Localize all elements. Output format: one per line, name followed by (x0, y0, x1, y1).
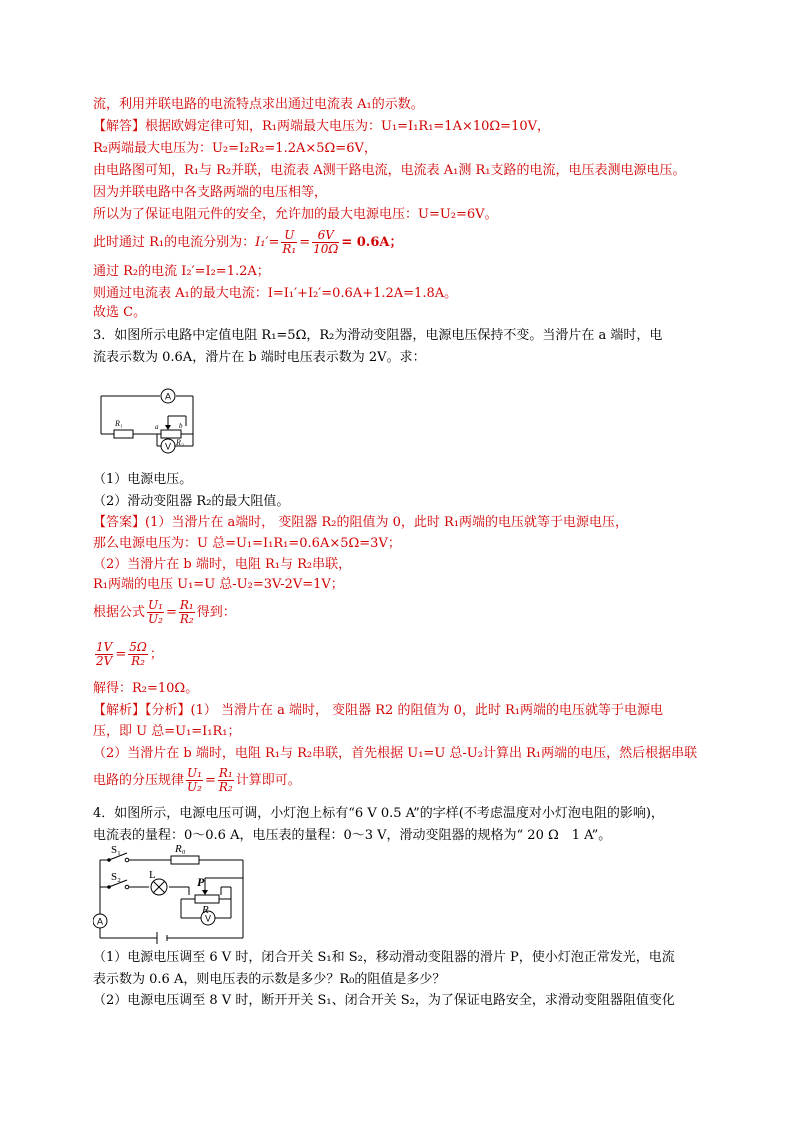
analysis-line: （2）当滑片在 b 端时，电阻 R₁与 R₂串联，首先根据 U₁=U 总-U₂计算出 R₁两端的电压，然后根据串联 (93, 746, 698, 761)
formula-line (93, 766, 301, 796)
voltmeter-label: V (204, 913, 212, 924)
numerator: U₁ (187, 766, 202, 780)
voltmeter-label: V (164, 441, 172, 452)
denominator: R₂ (128, 654, 148, 668)
denominator: R₁ (282, 242, 297, 256)
formula-line (93, 640, 163, 670)
analysis-line: 压，即 U 总=U₁=I₁R₁； (93, 724, 241, 739)
equals: = (299, 235, 311, 250)
question-3-sub: （2）滑动变阻器 R₂的最大阻值。 (93, 494, 290, 509)
formula-suffix: 得到： (196, 605, 236, 620)
question-3-sub: （1）电源电压。 (93, 472, 193, 487)
solution-line: R₂两端最大电压为：U₂=I₂R₂=1.2A×5Ω=6V， (93, 141, 377, 156)
solution-line: 通过 R₂的电流 I₂′=I₂=1.2A； (93, 264, 270, 279)
numerator: 5Ω (129, 640, 147, 654)
denominator: R₂ (218, 780, 233, 794)
slider-p-label: P (197, 875, 205, 889)
fraction (95, 641, 113, 668)
formula-result: = 0.6A； (341, 235, 403, 250)
formula-line (93, 228, 402, 258)
denominator: U₂ (148, 612, 163, 626)
numerator: U (284, 228, 295, 242)
equals: = (115, 647, 127, 662)
formula-prefix: 根据公式 (93, 605, 146, 620)
formula-lhs: I₁′= (255, 235, 280, 250)
solution-line: 流，利用并联电路的电流特点求出通过电流表 A₁的示数。 (93, 97, 424, 112)
question-4-sub: 表示数为 0.6 A，则电压表的示数是多少？R₀的阻值是多少？ (93, 972, 446, 987)
r2-label: R₂ (176, 438, 184, 447)
fraction (218, 767, 234, 794)
question-3-text: 流表示数为 0.6A，滑片在 b 端时电压表示数为 2V。求： (93, 350, 426, 365)
answer-line: 那么电源电压为：U 总=U₁=I₁R₁=0.6A×5Ω=3V； (93, 536, 401, 551)
fraction (179, 599, 195, 626)
denominator: U₂ (187, 780, 202, 794)
ammeter-label: A (96, 916, 104, 927)
ammeter-label: A (164, 391, 172, 402)
formula-suffix: ； (149, 647, 163, 662)
numerator: R₁ (218, 766, 233, 780)
question-4-text: 4．如图所示，电源电压可调，小灯泡上标有“6 V 0.5 A”的字样(不考虑温度对小灯泡电阻的影响)， (93, 806, 664, 821)
equals: = (165, 605, 177, 620)
circuit-diagram-q4 (93, 842, 247, 944)
rheostat-r-label: R (202, 904, 209, 916)
question-3-text: 3．如图所示电路中定值电阻 R₁=5Ω，R₂为滑动变阻器，电源电压保持不变。当滑片在 a 端时，电 (93, 328, 663, 343)
lamp-label: L (149, 869, 156, 881)
solution-line: 则通过电流表 A₁的最大电流：I=I₁′+I₂′=0.6A+1.2A=1.8A。 (93, 286, 458, 301)
solution-line: 故选 C。 (93, 305, 147, 320)
formula-prefix: 电路的分压规律 (93, 773, 185, 788)
analysis-line: 【解析】【分析】(1） 当滑片在 a 端时， 变阻器 R2 的阻值为 0，此时 R₁两端的电压就等于电源电 (93, 703, 663, 718)
answer-line: 【答案】(1）当滑片在 a端时， 变阻器 R₂的阻值为 0，此时 R₁两端的电压就等于电源电压， (93, 515, 629, 530)
equals: = (204, 773, 216, 788)
solution-line: 【解答】根据欧姆定律可知，R₁两端最大电压为：U₁=I₁R₁=1A×10Ω=10V， (93, 119, 550, 134)
formula-prefix: 此时通过 R₁的电流分别为： (93, 235, 256, 250)
terminal-a-label: a (155, 423, 159, 431)
answer-line: （2）当滑片在 b 端时，电阻 R₁与 R₂串联， (93, 557, 352, 572)
switch-s2-label: S₂ (111, 871, 121, 883)
solution-line: 因为并联电路中各支路两端的电压相等， (93, 185, 328, 200)
numerator: 1V (96, 640, 113, 654)
denominator: R₂ (179, 612, 194, 626)
answer-line: R₁两端的电压 U₁=U 总-U₂=3V-2V=1V； (93, 577, 344, 592)
denominator: 2V (96, 654, 113, 668)
question-4-sub: （1）电源电压调至 6 V 时，闭合开关 S₁和 S₂，移动滑动变阻器的滑片 P，使小灯泡正常发光，电流 (93, 950, 675, 965)
numerator: R₁ (179, 598, 194, 612)
r1-label: R₁ (115, 419, 123, 428)
numerator: 6V (317, 228, 334, 242)
fraction (186, 767, 203, 794)
r0-label: R₀ (175, 843, 186, 855)
answer-line: 解得：R₂=10Ω。 (93, 681, 199, 696)
question-4-text: 电流表的量程：0～0.6 A，电压表的量程：0～3 V，滑动变阻器的规格为“ 20 Ω 1 A”。 (93, 828, 612, 843)
solution-line: 由电路图可知，R₁与 R₂并联，电流表 A测干路电流，电流表 A₁测 R₁支路的电流，电压表测电源电压。 (93, 163, 686, 178)
solution-line: 所以为了保证电阻元件的安全，允许加的最大电源电压：U=U₂=6V。 (93, 207, 498, 222)
terminal-b-label: b (179, 422, 183, 430)
fraction (147, 599, 164, 626)
numerator: U₁ (148, 598, 163, 612)
fraction (281, 229, 297, 256)
denominator: 10Ω (313, 242, 339, 256)
fraction (128, 641, 148, 668)
switch-s1-label: S₁ (111, 844, 121, 856)
formula-suffix: 计算即可。 (235, 773, 301, 788)
circuit-diagram-q3 (96, 384, 198, 460)
question-4-sub: （2）电源电压调至 8 V 时，断开开关 S₁、闭合开关 S₂，为了保证电路安全，求滑动变阻器阻值变化 (93, 993, 675, 1008)
formula-line (93, 598, 236, 628)
fraction (312, 229, 339, 256)
